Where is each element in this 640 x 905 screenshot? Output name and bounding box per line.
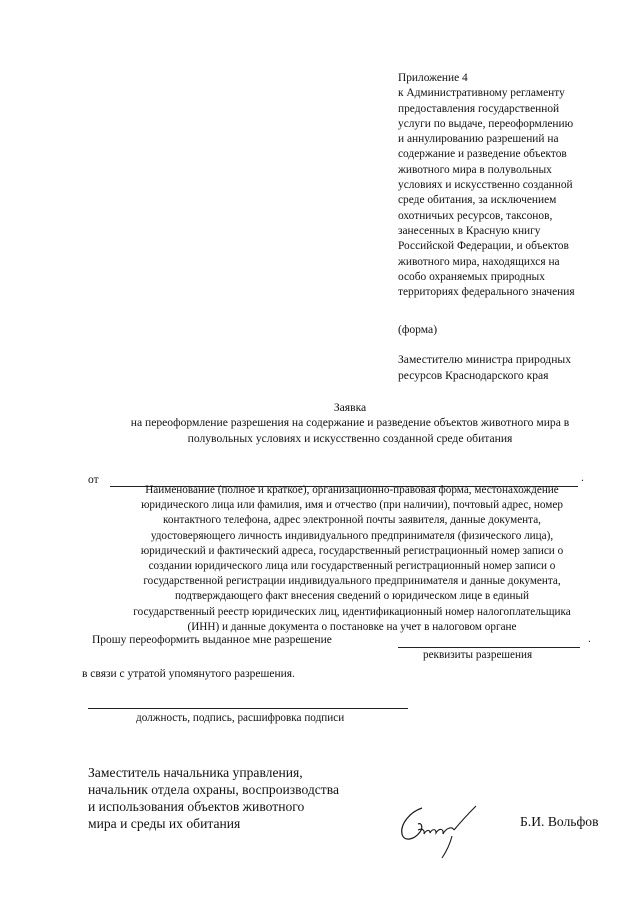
applicant-caption-line: юридического лица или фамилия, имя и отчество (при наличии), почтовый адрес, номер <box>141 499 563 512</box>
applicant-caption-line: удостоверяющего личность индивидуального предпринимателя (физического лица), <box>150 529 554 542</box>
handwritten-signature <box>392 790 482 860</box>
applicant-line-dot: . <box>581 472 584 484</box>
appendix-line: животного мира, находящихся на <box>398 255 560 268</box>
appendix-line: охотничьих ресурсов, таксонов, <box>398 209 553 222</box>
applicant-caption-line: государственной регистрации индивидуального предпринимателя и данные документа, <box>143 575 561 588</box>
addressee-line: Заместителю министра природных <box>398 353 572 366</box>
applicant-caption-line: подтверждающего факт внесения сведений о юридическом лице в единый <box>174 590 530 603</box>
appendix-line: занесенных в Красную книгу <box>398 224 541 237</box>
signer-name: Б.И. Вольфов <box>520 814 599 829</box>
signature-caption: должность, подпись, расшифровка подписи <box>136 712 345 724</box>
appendix-block <box>398 71 618 300</box>
applicant-caption-line: Наименование (полное и краткое), организационно-правовая форма, местонахождение <box>145 484 559 496</box>
official-position-line: Заместитель начальника управления, <box>88 765 303 780</box>
title-line: полувольных условиях и искусственно созданной среде обитания <box>187 431 513 445</box>
official-position-line: и использования объектов животного <box>88 799 305 814</box>
title-line: на переоформление разрешения на содержание и разведение объектов животного мира в <box>130 416 570 430</box>
applicant-caption-line: (ИНН) и данные документа о постановке на учет в налоговом органе <box>187 620 517 633</box>
appendix-line: и аннулированию разрешений на <box>398 133 559 146</box>
reason-text: в связи с утратой упомянутого разрешения. <box>82 668 295 680</box>
applicant-caption <box>82 483 622 635</box>
signature-fill-line <box>88 708 408 709</box>
addressee-block <box>398 352 571 383</box>
appendix-line: животного мира в полувольных <box>398 163 552 176</box>
appendix-line: Российской Федерации, и объектов <box>398 240 569 253</box>
permit-details-caption: реквизиты разрешения <box>423 649 533 661</box>
applicant-caption-line: государственный реестр юридических лиц, идентификационный номер налогоплательщика <box>133 605 571 618</box>
appendix-line: содержание и разведение объектов <box>398 148 567 161</box>
appendix-line: Приложение 4 <box>398 72 468 84</box>
official-position <box>88 764 339 832</box>
appendix-line: условиях и искусственно созданной <box>398 179 573 192</box>
applicant-caption-line: юридический и фактический адреса, государственный регистрационный номер записи о <box>140 544 564 557</box>
appendix-line: среде обитания, за исключением <box>398 194 557 207</box>
appendix-line: услуги по выдаче, переоформлению <box>398 117 574 130</box>
addressee-line: ресурсов Краснодарского края <box>398 368 549 382</box>
appendix-line: к Административному регламенту <box>398 87 565 100</box>
permit-line-dot: . <box>588 633 591 645</box>
document-title <box>80 400 620 446</box>
from-label: от <box>88 474 99 486</box>
form-note: (форма) <box>398 323 438 336</box>
official-position-line: начальник отдела охраны, воспроизводства <box>88 782 340 797</box>
title-line: Заявка <box>333 401 367 414</box>
appendix-line: предоставления государственной <box>398 102 560 115</box>
applicant-caption-line: создании юридического лица или государственный регистрационный номер записи о <box>148 560 556 573</box>
appendix-line: особо охраняемых природных <box>398 270 545 283</box>
permit-details-fill-line <box>398 647 580 648</box>
appendix-line: территориях федерального значения <box>398 286 575 299</box>
request-text: Прошу переоформить выданное мне разрешение <box>92 634 332 646</box>
official-position-line: мира и среды их обитания <box>88 816 241 831</box>
applicant-caption-line: контактного телефона, адрес электронной почты заявителя, данные документа, <box>163 514 541 527</box>
